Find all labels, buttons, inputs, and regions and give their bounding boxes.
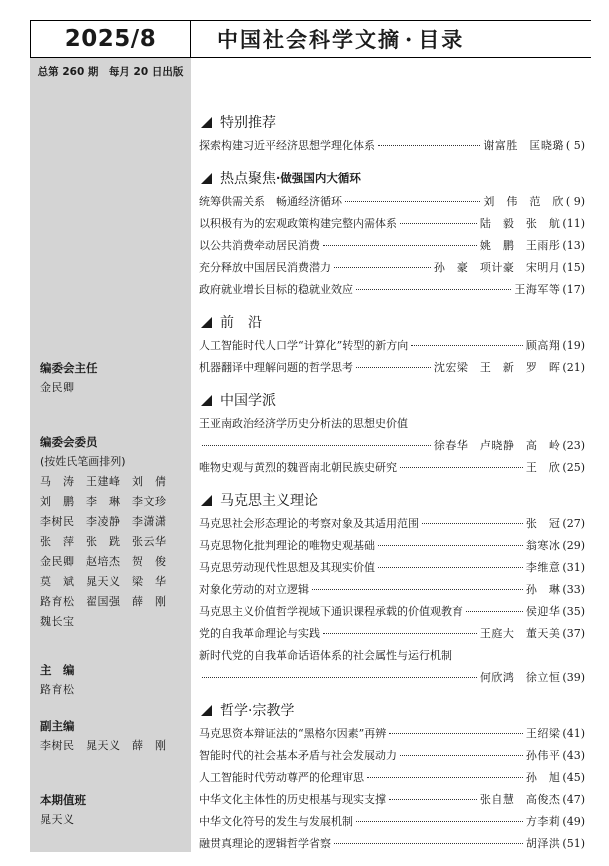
entry-page: (19) xyxy=(562,339,585,352)
entry-title: 以公共消费牵动居民消费 xyxy=(199,239,320,252)
entry-page: ( 9) xyxy=(565,195,585,208)
toc-section xyxy=(199,390,585,479)
entry-title: 人工智能时代劳动尊严的伦理审思 xyxy=(199,771,364,784)
leader-dots xyxy=(202,445,431,446)
leader-dots xyxy=(378,145,480,146)
leader-dots xyxy=(356,367,431,368)
section-title: 中国学派 xyxy=(220,393,276,409)
title-separator: · xyxy=(405,27,415,52)
deputy-editors xyxy=(40,716,167,756)
entry-title: 马克思物化批判理论的唯物史观基础 xyxy=(199,539,375,552)
entry-title: 对象化劳动的对立逻辑 xyxy=(199,583,309,596)
leader-dots xyxy=(334,267,431,268)
entry-title: 智能时代的社会基本矛盾与社会发展动力 xyxy=(199,749,397,762)
journal-name: 中国社会科学文摘 xyxy=(217,27,401,52)
contents-title: 目录 xyxy=(418,27,465,52)
toc-entry[interactable] xyxy=(199,357,585,379)
toc-entry[interactable] xyxy=(199,833,585,855)
toc-entry[interactable] xyxy=(199,767,585,789)
leader-dots xyxy=(356,821,523,822)
toc-entry[interactable] xyxy=(199,235,585,257)
entry-authors: 张 冠 xyxy=(525,517,561,530)
entry-title: 充分释放中国居民消费潜力 xyxy=(199,261,331,274)
entry-page: (27) xyxy=(562,517,585,530)
toc-entry[interactable] xyxy=(199,789,585,811)
entry-title: 马克思劳动现代性思想及其现实价值 xyxy=(199,561,375,574)
entry-title: 中华文化主体性的历史根基与现实支撑 xyxy=(199,793,386,806)
duty-role: 本期值班 xyxy=(40,793,86,807)
entry-page: (15) xyxy=(562,261,585,274)
toc-entry[interactable] xyxy=(199,623,585,645)
toc-section xyxy=(199,700,585,855)
issue-number: 2025/8 xyxy=(64,26,157,52)
entry-page: (11) xyxy=(562,217,585,230)
leader-dots xyxy=(389,733,523,734)
entry-title: 统筹供需关系 畅通经济循环 xyxy=(199,195,342,208)
leader-dots xyxy=(378,567,523,568)
triangle-bullet-icon xyxy=(201,395,212,406)
entry-authors: 王 欣 xyxy=(525,461,561,474)
entry-page: (39) xyxy=(562,671,585,684)
entry-authors: 顾高翔 xyxy=(525,339,561,352)
entry-authors: 胡泽洪 xyxy=(525,837,561,850)
toc-section xyxy=(199,490,585,689)
entry-page: (31) xyxy=(562,561,585,574)
toc-entry[interactable] xyxy=(199,601,585,623)
leader-dots xyxy=(400,223,477,224)
entry-authors: 孙伟平 xyxy=(525,749,561,762)
entry-title: 党的自我革命理论与实践 xyxy=(199,627,320,640)
entry-page: (21) xyxy=(562,361,585,374)
triangle-bullet-icon xyxy=(201,173,212,184)
duty-editor xyxy=(40,790,86,830)
entry-title: 政府就业增长目标的稳就业效应 xyxy=(199,283,353,296)
toc-entry[interactable] xyxy=(199,723,585,745)
entry-authors: 徐春华 卢晓静 高 岭 xyxy=(433,439,561,452)
entry-authors: 侯迎华 xyxy=(525,605,561,618)
entry-title: 融贯真理论的逻辑哲学省察 xyxy=(199,837,331,850)
leader-dots xyxy=(367,777,523,778)
entry-title: 新时代党的自我革命话语体系的社会属性与运行机制 xyxy=(199,649,452,662)
deputy-role: 副主编 xyxy=(40,719,75,733)
toc-section xyxy=(199,312,585,379)
editorial-chair xyxy=(40,358,98,398)
entry-page: ( 5) xyxy=(565,139,585,152)
toc-entry[interactable] xyxy=(199,279,585,301)
entry-title: 探索构建习近平经济思想学理化体系 xyxy=(199,139,375,152)
entry-page: (35) xyxy=(562,605,585,618)
entry-page: (17) xyxy=(562,283,585,296)
entry-page: (37) xyxy=(562,627,585,640)
chief-editor-role: 主 编 xyxy=(40,663,75,677)
leader-dots xyxy=(411,345,523,346)
entry-page: (23) xyxy=(562,439,585,452)
leader-dots xyxy=(466,611,523,612)
entry-title: 以积极有为的宏观政策构建完整内需体系 xyxy=(199,217,397,230)
triangle-bullet-icon xyxy=(201,495,212,506)
leader-dots xyxy=(334,843,523,844)
duty-names: 晁天义 xyxy=(40,813,75,826)
toc-entry[interactable] xyxy=(199,535,585,557)
issue-meta: 总第 260 期 每月 20 日出版 xyxy=(37,66,184,78)
page-header xyxy=(191,20,591,58)
leader-dots xyxy=(323,633,477,634)
leader-dots xyxy=(378,545,523,546)
entry-authors: 翁寒冰 xyxy=(525,539,561,552)
leader-dots xyxy=(323,245,477,246)
entry-title: 唯物史观与黄烈的魏晋南北朝民族史研究 xyxy=(199,461,397,474)
entry-authors: 王海军等 xyxy=(514,283,561,296)
page-title xyxy=(217,24,464,54)
entry-authors: 方李莉 xyxy=(525,815,561,828)
leader-dots xyxy=(400,755,523,756)
toc-entry[interactable] xyxy=(199,557,585,579)
toc-entry[interactable] xyxy=(199,513,585,535)
entry-page: (13) xyxy=(562,239,585,252)
entry-page: (29) xyxy=(562,539,585,552)
issue-number-box xyxy=(30,20,191,58)
members-role: 编委会委员 xyxy=(40,435,98,449)
toc-entry[interactable] xyxy=(199,135,585,157)
entry-page: (49) xyxy=(562,815,585,828)
entry-authors: 刘 伟 范 欣 xyxy=(483,195,564,208)
editorial-members xyxy=(40,432,167,632)
section-heading xyxy=(199,112,585,132)
triangle-bullet-icon xyxy=(201,117,212,128)
entry-title: 机器翻译中理解问题的哲学思考 xyxy=(199,361,353,374)
toc-section xyxy=(199,168,585,301)
section-heading xyxy=(199,168,585,188)
entry-title: 人工智能时代人口学“计算化”转型的新方向 xyxy=(199,339,409,352)
members-note: (按姓氏笔画排列) xyxy=(40,455,126,468)
entry-authors: 陆 毅 张 航 xyxy=(479,217,561,230)
section-title: 前 沿 xyxy=(220,315,262,331)
entry-authors: 王庭大 董天美 xyxy=(479,627,561,640)
section-title: 马克思主义理论 xyxy=(220,493,318,509)
entry-authors: 张自慧 高俊杰 xyxy=(479,793,561,806)
entry-page: (45) xyxy=(562,771,585,784)
toc-entry[interactable] xyxy=(199,457,585,479)
entry-authors: 孙 豪 项计豪 宋明月 xyxy=(433,261,561,274)
table-of-contents xyxy=(199,112,585,866)
entry-title: 马克思社会形态理论的考察对象及其适用范围 xyxy=(199,517,419,530)
section-title: 哲学·宗教学 xyxy=(220,703,295,719)
section-heading xyxy=(199,700,585,720)
leader-dots xyxy=(312,589,523,590)
toc-entry[interactable] xyxy=(199,745,585,767)
triangle-bullet-icon xyxy=(201,317,212,328)
members-names: 马 涛 王建峰 刘 倩 刘 鹏 李 琳 李文珍 李树民 李凌静 李潇潇 张 萍 张 跣 张云华 金民卿 赵培杰 贺 俊 莫 斌 晁天义 梁 华 路育松 翟国强 薛 刚 魏长宝 xyxy=(40,475,167,628)
entry-authors: 王绍梁 xyxy=(525,727,561,740)
leader-dots xyxy=(356,289,511,290)
section-heading xyxy=(199,312,585,332)
entry-authors: 孙 旭 xyxy=(525,771,561,784)
leader-dots xyxy=(389,799,477,800)
chief-editor-names: 路育松 xyxy=(40,683,75,696)
section-title: 特别推荐 xyxy=(220,115,276,131)
leader-dots xyxy=(202,677,477,678)
toc-entry[interactable] xyxy=(199,811,585,833)
leader-dots xyxy=(400,467,523,468)
toc-entry[interactable] xyxy=(199,213,585,235)
toc-entry[interactable] xyxy=(199,191,585,213)
entry-authors: 沈宏梁 王 新 罗 晖 xyxy=(433,361,561,374)
entry-authors: 李维意 xyxy=(525,561,561,574)
deputy-names: 李树民 晁天义 薛 刚 xyxy=(40,739,167,752)
entry-title: 马克思主义价值哲学视域下通识课程承载的价值观教育 xyxy=(199,605,463,618)
chair-role: 编委会主任 xyxy=(40,361,98,375)
entry-page: (47) xyxy=(562,793,585,806)
entry-authors: 何欣鸿 徐立恒 xyxy=(479,671,561,684)
section-heading xyxy=(199,490,585,510)
entry-title: 王亚南政治经济学历史分析法的思想史价值 xyxy=(199,417,408,430)
entry-title: 中华文化符号的发生与发展机制 xyxy=(199,815,353,828)
entry-page: (41) xyxy=(562,727,585,740)
leader-dots xyxy=(345,201,480,202)
entry-authors: 姚 鹏 王雨彤 xyxy=(479,239,561,252)
section-heading xyxy=(199,390,585,410)
entry-authors: 谢富胜 匡晓璐 xyxy=(483,139,564,152)
entry-page: (43) xyxy=(562,749,585,762)
entry-title: 马克思资本辩证法的“黑格尔因素”再辨 xyxy=(199,727,387,740)
section-subtitle: ·做强国内大循环 xyxy=(276,171,361,185)
toc-entry[interactable] xyxy=(199,579,585,601)
triangle-bullet-icon xyxy=(201,705,212,716)
toc-entry[interactable] xyxy=(199,645,585,689)
chief-editor xyxy=(40,660,75,700)
entry-page: (33) xyxy=(562,583,585,596)
toc-entry[interactable] xyxy=(199,413,585,457)
leader-dots xyxy=(422,523,523,524)
entry-authors: 孙 琳 xyxy=(525,583,561,596)
chair-names: 金民卿 xyxy=(40,381,75,394)
toc-entry[interactable] xyxy=(199,335,585,357)
toc-entry[interactable] xyxy=(199,257,585,279)
entry-page: (25) xyxy=(562,461,585,474)
toc-section xyxy=(199,112,585,157)
entry-page: (51) xyxy=(562,837,585,850)
sidebar xyxy=(30,20,191,852)
section-title: 热点聚焦 xyxy=(220,171,276,187)
